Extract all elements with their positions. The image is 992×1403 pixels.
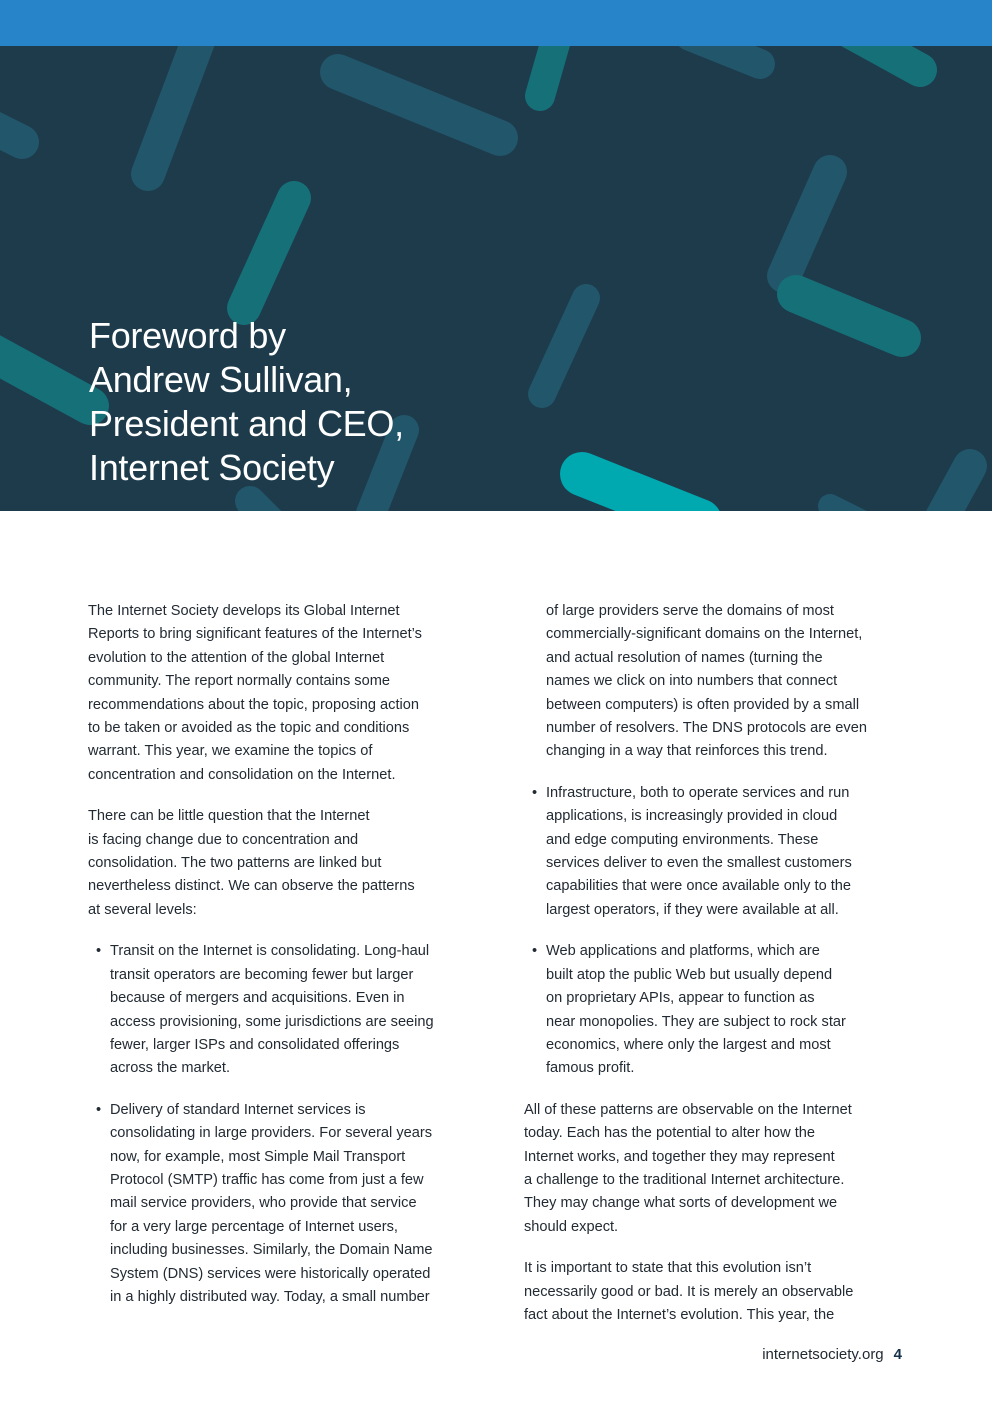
text-line: The Internet Society develops its Global Internet xyxy=(88,603,400,619)
text-line: warrant. This year, we examine the topics of xyxy=(88,743,373,760)
title-line: Internet Society xyxy=(89,447,335,488)
text-line: concentration and consolidation on the Internet. xyxy=(88,766,396,783)
shape-stroke xyxy=(0,126,22,142)
text-line: of large providers serve the domains of most xyxy=(546,603,834,619)
body-paragraph xyxy=(88,805,468,922)
shape-stroke xyxy=(244,198,294,308)
body-paragraph xyxy=(524,1257,904,1327)
body-paragraph xyxy=(524,1099,904,1239)
shape-stroke xyxy=(148,46,200,174)
bullet-item xyxy=(88,1099,468,1310)
shape-stroke xyxy=(690,46,760,64)
left-column xyxy=(88,600,468,1327)
footer-site-link[interactable]: internetsociety.org xyxy=(762,1346,884,1363)
text-line: across the market. xyxy=(110,1060,231,1077)
text-line: Reports to bring significant features of the Internet’s xyxy=(88,626,422,643)
intro-paragraph xyxy=(88,600,468,787)
text-line: in a highly distributed way. Today, a small number xyxy=(110,1288,430,1305)
hero-banner xyxy=(0,46,992,511)
text-line: at several levels: xyxy=(88,901,197,918)
bullet-item xyxy=(524,782,904,922)
text-line: largest operators, if they were available at all. xyxy=(546,901,839,918)
text-line: necessarily good or bad. It is merely an observable xyxy=(524,1283,854,1300)
text-line: built atop the public Web but usually depend xyxy=(546,966,833,983)
shape-stroke xyxy=(830,506,860,511)
text-line: consolidating in large providers. For several years xyxy=(110,1125,433,1142)
text-line: for a very large percentage of Internet users, xyxy=(110,1218,398,1235)
text-line: a challenge to the traditional Internet architecture. xyxy=(524,1171,845,1188)
title-line: President and CEO, xyxy=(89,403,404,444)
text-line: They may change what sorts of development we xyxy=(524,1195,838,1212)
text-line: famous profit. xyxy=(546,1060,635,1077)
text-line: evolution to the attention of the global Internet xyxy=(88,649,385,666)
top-color-bar xyxy=(0,0,992,46)
shape-stroke xyxy=(940,466,970,511)
title-line: Andrew Sullivan, xyxy=(89,359,353,400)
page-title xyxy=(89,314,404,490)
bullet-dot: • xyxy=(532,943,538,960)
text-line: recommendations about the topic, proposing action xyxy=(88,696,419,713)
text-line: Infrastructure, both to operate services and run xyxy=(546,784,850,801)
text-line: consolidation. The two patterns are linked but xyxy=(88,855,382,872)
bullet-item xyxy=(88,940,468,1080)
text-line: is facing change due to concentration and xyxy=(88,831,359,848)
text-line: today. Each has the potential to alter how the xyxy=(524,1125,815,1142)
shape-stroke xyxy=(542,298,586,394)
bullet-dot: • xyxy=(96,1101,102,1118)
text-line: All of these patterns are observable on the Internet xyxy=(524,1101,852,1118)
text-line: capabilities that were once available only to the xyxy=(546,878,852,895)
text-line: names we click on into numbers that connect xyxy=(546,673,838,690)
shape-stroke xyxy=(784,172,830,276)
shape-stroke xyxy=(338,72,500,138)
title-line: Foreword by xyxy=(89,315,286,356)
text-line: There can be little question that the Internet xyxy=(88,808,370,825)
text-line: It is important to state that this evolution isn’t xyxy=(524,1260,812,1277)
bullet-item xyxy=(524,940,904,1080)
text-line: economics, where only the largest and most xyxy=(546,1036,831,1053)
bullet-continuation xyxy=(524,600,904,764)
text-line: and actual resolution of names (turning the xyxy=(546,649,823,666)
text-line: nevertheless distinct. We can observe the patterns xyxy=(88,878,415,895)
text-line: System (DNS) services were historically operated xyxy=(110,1265,431,1282)
shape-stroke xyxy=(540,46,560,96)
text-line: Delivery of standard Internet services is xyxy=(110,1101,366,1118)
bullet-dot: • xyxy=(532,784,538,801)
page-number: 4 xyxy=(893,1346,902,1363)
shape-stroke xyxy=(840,46,920,70)
text-line: mail service providers, who provide that service xyxy=(110,1195,417,1212)
shape-stroke xyxy=(250,501,270,511)
text-line: near monopolies. They are subject to rock star xyxy=(546,1013,846,1030)
text-line: on proprietary APIs, appear to function as xyxy=(546,990,815,1007)
text-line: should expect. xyxy=(524,1218,619,1235)
text-line: commercially-significant domains on the Internet, xyxy=(546,626,863,643)
shape-stroke xyxy=(796,294,902,338)
text-line: applications, is increasingly provided in cloud xyxy=(546,808,838,825)
text-line: transit operators are becoming fewer but larger xyxy=(110,966,414,983)
text-line: Protocol (SMTP) traffic has come from just a few xyxy=(110,1171,424,1188)
text-line: changing in a way that reinforces this trend. xyxy=(546,743,828,760)
text-line: number of resolvers. The DNS protocols are even xyxy=(546,720,867,737)
text-line: community. The report normally contains some xyxy=(88,673,390,690)
right-column xyxy=(524,600,904,1345)
page-footer xyxy=(762,1343,902,1367)
text-line: and edge computing environments. These xyxy=(546,831,819,848)
text-line: Web applications and platforms, which are xyxy=(546,943,820,960)
shape-stroke xyxy=(582,474,700,511)
text-line: access provisioning, some jurisdictions are seeing xyxy=(110,1013,434,1030)
text-line: fact about the Internet’s evolution. This year, the xyxy=(524,1306,835,1323)
text-line: to be taken or avoided as the topic and conditions xyxy=(88,720,410,737)
bullet-dot: • xyxy=(96,943,102,960)
text-line: Internet works, and together they may represent xyxy=(524,1148,835,1165)
text-line: fewer, larger ISPs and consolidated offerings xyxy=(110,1036,400,1053)
text-line: Transit on the Internet is consolidating. Long-haul xyxy=(110,943,430,960)
text-line: between computers) is often provided by a small xyxy=(546,696,860,713)
text-line: now, for example, most Simple Mail Transport xyxy=(110,1148,406,1165)
text-line: services deliver to even the smallest customers xyxy=(546,855,852,872)
shape-stroke xyxy=(0,346,90,406)
text-line: because of mergers and acquisitions. Even in xyxy=(110,990,405,1007)
text-line: including businesses. Similarly, the Domain Name xyxy=(110,1242,433,1259)
